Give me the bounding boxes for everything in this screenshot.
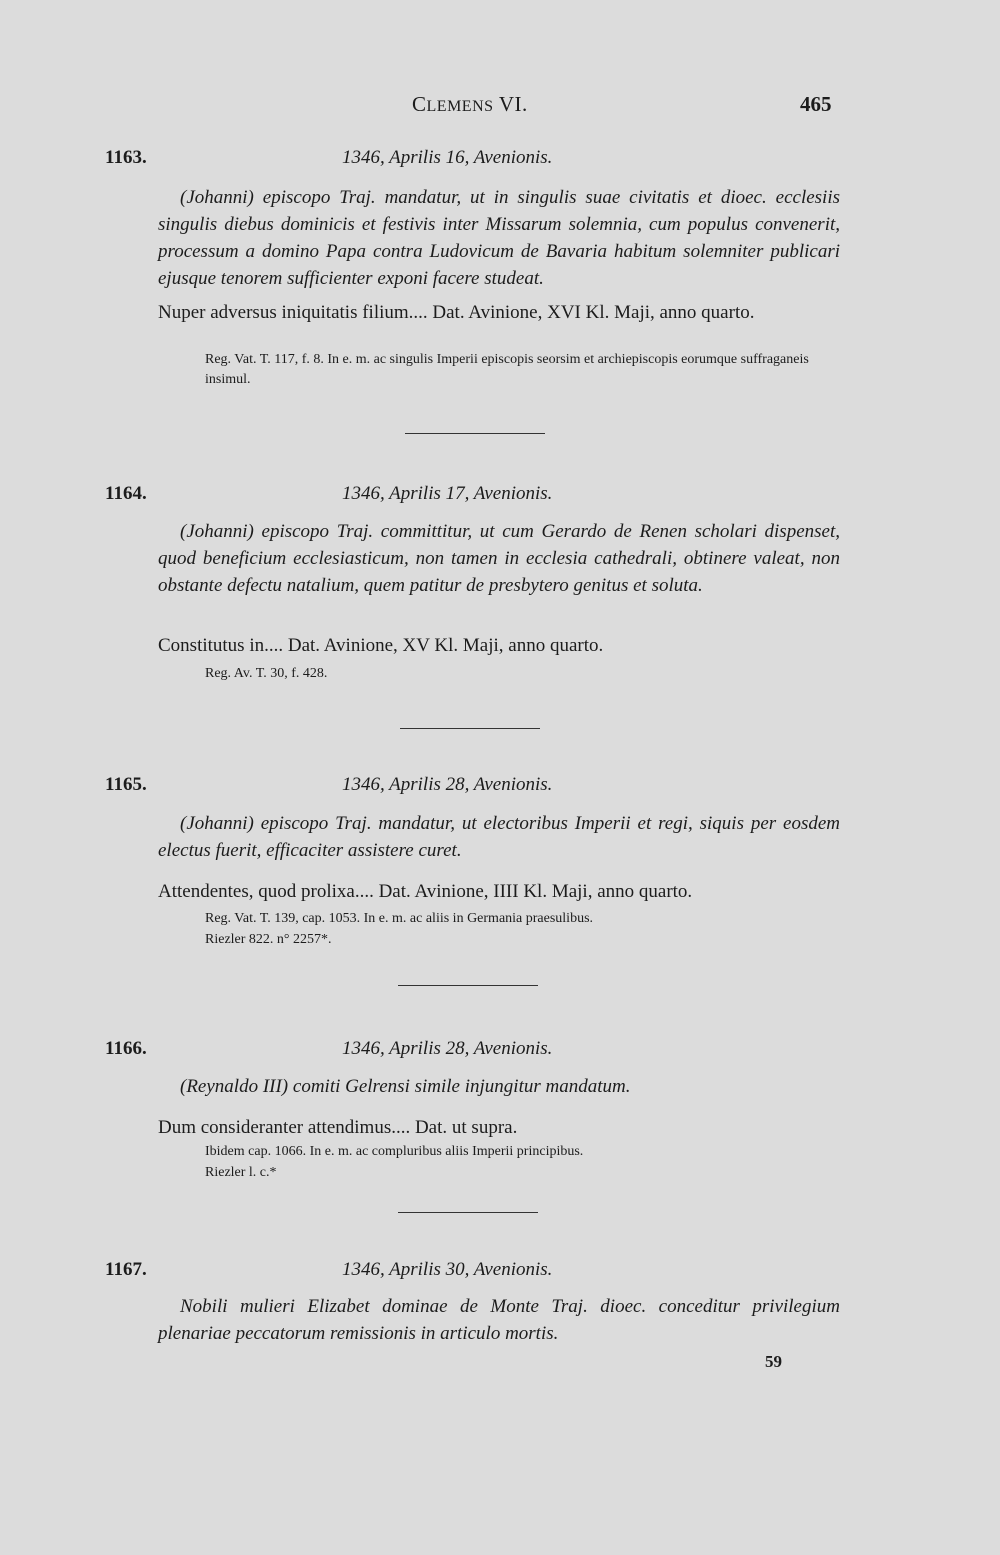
header-title-rest: LEMENS [426,98,494,115]
separator-rule [398,985,538,986]
entry-incipit: Constitutus in.... Dat. Avinione, XV Kl. Maji, anno quarto. [158,635,604,656]
entry-number: 1167. [105,1259,147,1280]
entry-number: 1163. [105,147,147,168]
entry-date: 1346, Aprilis 28, Avenionis. [342,774,553,795]
entry-date: 1346, Aprilis 30, Avenionis. [342,1259,553,1280]
entry-summary: (Johanni) episcopo Traj. mandatur, ut electoribus Imperii et regi, siquis per eosdem electus fuerit, efficaciter assistere curet. [158,813,840,861]
signature-mark: 59 [765,1352,782,1371]
entry-reference: Riezler 822. n° 2257*. [205,932,332,947]
entry-date: 1346, Aprilis 16, Avenionis. [342,147,553,168]
page-number: 465 [800,92,832,116]
entry-incipit: Dum consideranter attendimus.... Dat. ut supra. [158,1117,518,1138]
header-title-initial: C [412,92,427,116]
entry-reference: Reg. Vat. T. 139, cap. 1053. In e. m. ac aliis in Germania praesulibus. [205,911,594,926]
separator-rule [405,433,545,434]
running-header-title [412,92,528,117]
separator-rule [400,728,540,729]
entry-reference: Reg. Av. T. 30, f. 428. [205,666,328,681]
entry-summary: (Reynaldo III) comiti Gelrensi simile injungitur mandatum. [180,1076,631,1097]
entry-reference: Riezler l. c.* [205,1165,277,1180]
entry-incipit: Attendentes, quod prolixa.... Dat. Avinione, IIII Kl. Maji, anno quarto. [158,881,693,902]
entry-number: 1164. [105,483,147,504]
header-title-suffix: VI. [493,92,528,116]
entry-reference: Reg. Vat. T. 117, f. 8. In e. m. ac singulis Imperii episcopis seorsim et archiepiscopis eorumque suffraganeis insimul. [205,352,809,387]
entry-number: 1166. [105,1038,147,1059]
entry-reference: Ibidem cap. 1066. In e. m. ac compluribus aliis Imperii principibus. [205,1144,584,1159]
separator-rule [398,1212,538,1213]
entry-summary: (Johanni) episcopo Traj. mandatur, ut in singulis suae civitatis et dioec. ecclesiis singulis diebus dominicis et festivis inter Missarum solemnia, cum populus convenerit, processum a domino Papa contra Ludovicum de Bavaria habitum solemniter publicari ejusque tenorem sufficienter exponi facere studeat. [158,187,840,289]
entry-summary: (Johanni) episcopo Traj. committitur, ut cum Gerardo de Renen scholari dispenset, quod beneficium ecclesiasticum, non tamen in ecclesia cathedrali, obtinere valeat, non obstante defectu natalium, quem patitur de presbytero genitus et soluta. [158,521,840,596]
entry-incipit [158,300,840,326]
entry-number: 1165. [105,774,147,795]
entry-date: 1346, Aprilis 17, Avenionis. [342,483,553,504]
entry-date: 1346, Aprilis 28, Avenionis. [342,1038,553,1059]
entry-summary: Nobili mulieri Elizabet dominae de Monte Traj. dioec. conceditur privilegium plenariae peccatorum remissionis in articulo mortis. [158,1296,840,1344]
entry-incipit-text: Nuper adversus iniquitatis filium.... Dat. Avinione, XVI Kl. Maji, anno quarto. [158,302,755,323]
